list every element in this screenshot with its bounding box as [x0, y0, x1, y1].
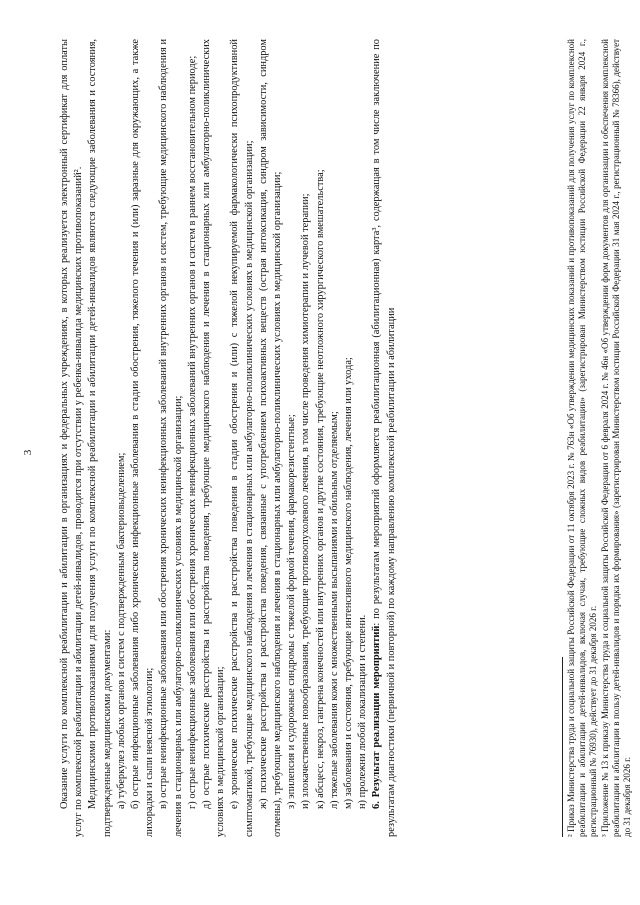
list-item-k: к) абсцесс, некроз, гангрена конечностей или внутренних органов и другие состояния, требующие неотложного хирургического вмешательства; [314, 169, 326, 809]
list-item-b: б) острые инфекционные заболевания либо хронические инфекционные заболевания в стадии обострения, тяжелого течения и (или) заразные для окружающих, а также лихорадки и сыпи неясной этиологии; [130, 39, 156, 837]
footnotes [566, 39, 633, 837]
footnote-3: ³ Приложение № 13 к приказу Министерства труда и социальной защиты Российской Федерации от 6 февраля 2024 г. № 46н «Об утверждении форм документов для организации и обеспечения комплексной реабилитации и абилитации в пользу детей-инвалидов и порядка их формирования» (зарегистрирован Министерством юстиции Российской Федерации 31 мая 2024 г., регистрационный № 78366), действует до 31 декабря 2026 г. [599, 39, 633, 837]
paragraph-service-conditions: Оказание услуги по комплексной реабилитации и абилитации в организациях и федеральных учреждениях, в которых реализуется электронный сертификат для оплаты услуг по комплексной реабилитации и абилитации детей-инвалидов, проводится при отсутствии у ребенка-инвалида медицинских противопоказаний². [59, 39, 85, 837]
list-item-e: е) хронические психические расстройства и расстройства поведения в стадии обострения и (или) с тяжелой некупируемой фармакологически психопродуктивной симптоматикой, требующие медицинского наблюдения и лечения в стационарных или амбулаторно-поликлинических условиях в медицинской организации; [229, 39, 255, 837]
footnote-divider [562, 657, 563, 837]
section-6-text: : по результатам мероприятий оформляется реабилитационная (абилитационная) карта³, содержащая в том числе заключение по результатам диагностики (первичной и повторной) по каждому направлению комплексной реабилитации и абилитации [371, 39, 397, 837]
list-item-a: а) туберкулез любых органов и систем с подтвержденным бактериовыделением; [115, 452, 127, 809]
list-item-i: и) злокачественные новообразования, требующие противоопухолевого лечения, в том числе проведения химиотерапии и лучевой терапии; [300, 193, 312, 809]
list-item-z: з) эпилепсия и судорожные синдромы с тяжелой формой течения, фармакорезистентные; [286, 414, 298, 809]
list-item-m: м) заболевания и состояния, требующие интенсивного медицинского наблюдения, лечения или ухода; [343, 357, 355, 809]
list-item-d: д) острые психические расстройства и расстройства поведения, требующие медицинского наблюдения и лечения в стационарных или амбулаторно-поликлинических условиях в медицинской организации; [201, 39, 227, 837]
section-6-title: Результат реализации мероприятий [371, 625, 383, 798]
footnote-2: ² Приказ Министерства труда и социальной защиты Российской Федерации от 11 октября 2023 г. № 763н «Об утверждении медицинских показаний и противопоказаний для получения услуг по комплексной реабилитации и абилитации детей-инвалидов, включая случаи, требующие сложных видов реабилитации» (зарегистрирован Министерством юстиции Российской Федерации 22 января 2024 г., регистрационный № 76930), действует до 31 декабря 2026 г. [566, 39, 599, 837]
paragraph-contraindications-intro: Медицинскими противопоказаниями для получения услуги по комплексной реабилитации и абилитации детей-инвалидов являются следующие заболевания и состояния, подтвержденные медицинскими документами: [87, 39, 113, 837]
list-item-zh: ж) психические расстройства и расстройства поведения, связанные с употреблением психоактивных веществ (острая интоксикация, синдром зависимости, синдром отмены), требующие медицинского наблюдения и лечения в стационарных или амбулаторно-поликлинических условиях в медицинской организации; [257, 39, 284, 837]
section-6-number: 6. [371, 801, 383, 809]
list-item-n: н) пролежни любой локализации и степени. [357, 614, 369, 809]
section-6-paragraph [370, 39, 398, 837]
main-text [58, 39, 399, 837]
list-item-v: в) острые неинфекционные заболевания или обострения хронических неинфекционных заболеваний внутренних органов и систем, требующие медицинского наблюдения и лечения в стационарных или амбулаторно-поликлинических условиях в медицинской организации; [158, 39, 184, 837]
list-item-l: л) тяжелые заболевания кожи с множественными высыпаниями и обильным отделяемым; [328, 411, 340, 809]
page-number: 3 [22, 449, 34, 456]
list-item-g: г) острые неинфекционные заболевания или обострения хронических неинфекционных заболеваний внутренних органов и систем в раннем восстановительном периоде; [186, 55, 198, 809]
